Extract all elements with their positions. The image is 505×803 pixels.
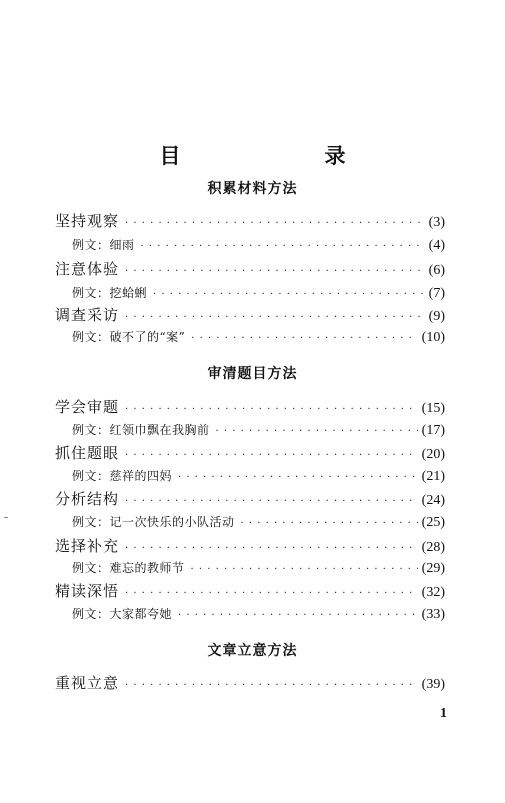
toc-entry-page: (9) [428, 309, 445, 324]
toc-entry-page: (21) [421, 469, 445, 484]
toc-entry-label: 例文：大家都夸她 [72, 607, 173, 621]
toc-entry-label: 例文：挖蛤蜊 [72, 286, 148, 300]
toc-entry-label: 例文：破不了的“案” [72, 330, 186, 344]
toc-entry-label: 例文：难忘的教师节 [72, 561, 185, 575]
section-heading: 积累材料方法 [207, 181, 298, 197]
dot-leader [125, 218, 425, 229]
dot-leader [178, 472, 418, 483]
dot-leader [125, 450, 418, 461]
dot-leader [125, 404, 418, 415]
toc-entry-page: (39) [421, 677, 445, 692]
page-number: 1 [440, 706, 447, 721]
dot-leader [125, 543, 418, 554]
toc-entry-label: 例文：红领巾飘在我胸前 [72, 423, 210, 437]
toc-entry-page: (20) [421, 447, 445, 462]
toc-entry-label: 坚持观察 [55, 212, 120, 230]
toc-subentry [72, 605, 445, 623]
toc-entry-label: 精读深悟 [55, 582, 120, 600]
toc-entry-page: (28) [421, 540, 445, 555]
toc-entry [55, 535, 445, 556]
toc-entry-page: (3) [428, 215, 445, 230]
dot-leader [216, 426, 418, 437]
dot-leader [191, 333, 417, 344]
toc-entry-page: (6) [428, 263, 445, 278]
toc-entry [55, 442, 445, 463]
toc-entry [55, 396, 445, 417]
toc-entry-label: 例文：细雨 [72, 238, 135, 252]
dot-leader [178, 610, 418, 621]
section-heading: 文章立意方法 [207, 643, 298, 659]
toc-entry-page: (7) [428, 286, 445, 301]
toc-entry-label: 学会审题 [55, 398, 120, 416]
dot-leader [125, 496, 418, 507]
toc-entry-label: 调查采访 [55, 306, 120, 324]
toc-entry [55, 304, 445, 325]
dot-leader [125, 312, 425, 323]
toc-entry [55, 210, 445, 231]
toc-subentry [72, 513, 445, 531]
toc-entry-label: 例文：记一次快乐的小队活动 [72, 515, 235, 529]
page-title: 目 录 [159, 144, 380, 168]
toc-entry [55, 672, 445, 693]
toc-entry-label: 抓住题眼 [55, 444, 120, 462]
toc-entry [55, 580, 445, 601]
toc-entry-label: 注意体验 [55, 260, 120, 278]
dot-leader [153, 289, 425, 300]
toc-subentry [72, 467, 445, 485]
toc-subentry [72, 284, 445, 302]
toc-entry-page: (33) [421, 607, 445, 622]
toc-entry-label: 重视立意 [55, 674, 120, 692]
toc-subentry [72, 328, 445, 346]
dot-leader [241, 518, 418, 529]
toc-entry-page: (10) [421, 330, 445, 345]
toc-entry-page: (25) [421, 515, 445, 530]
toc-entry-label: 选择补充 [55, 537, 120, 555]
toc-entry-page: (29) [421, 561, 445, 576]
toc-entry-page: (15) [421, 401, 445, 416]
toc-subentry [72, 559, 445, 577]
dot-leader [141, 241, 425, 252]
toc-subentry [72, 236, 445, 254]
dot-leader [125, 266, 425, 277]
toc-entry-page: (32) [421, 585, 445, 600]
toc-entry-page: (4) [428, 238, 445, 253]
toc-entry-label: 例文：慈祥的四妈 [72, 469, 173, 483]
toc-subentry [72, 421, 445, 439]
dot-leader [125, 680, 418, 691]
toc-entry [55, 258, 445, 279]
section-heading: 审清题目方法 [207, 366, 298, 382]
toc-entry-page: (17) [421, 423, 445, 438]
toc-entry [55, 488, 445, 509]
toc-entry-label: 分析结构 [55, 490, 120, 508]
dot-leader [125, 588, 418, 599]
scan-mark [4, 517, 8, 518]
toc-entry-page: (24) [421, 493, 445, 508]
dot-leader [191, 564, 418, 575]
